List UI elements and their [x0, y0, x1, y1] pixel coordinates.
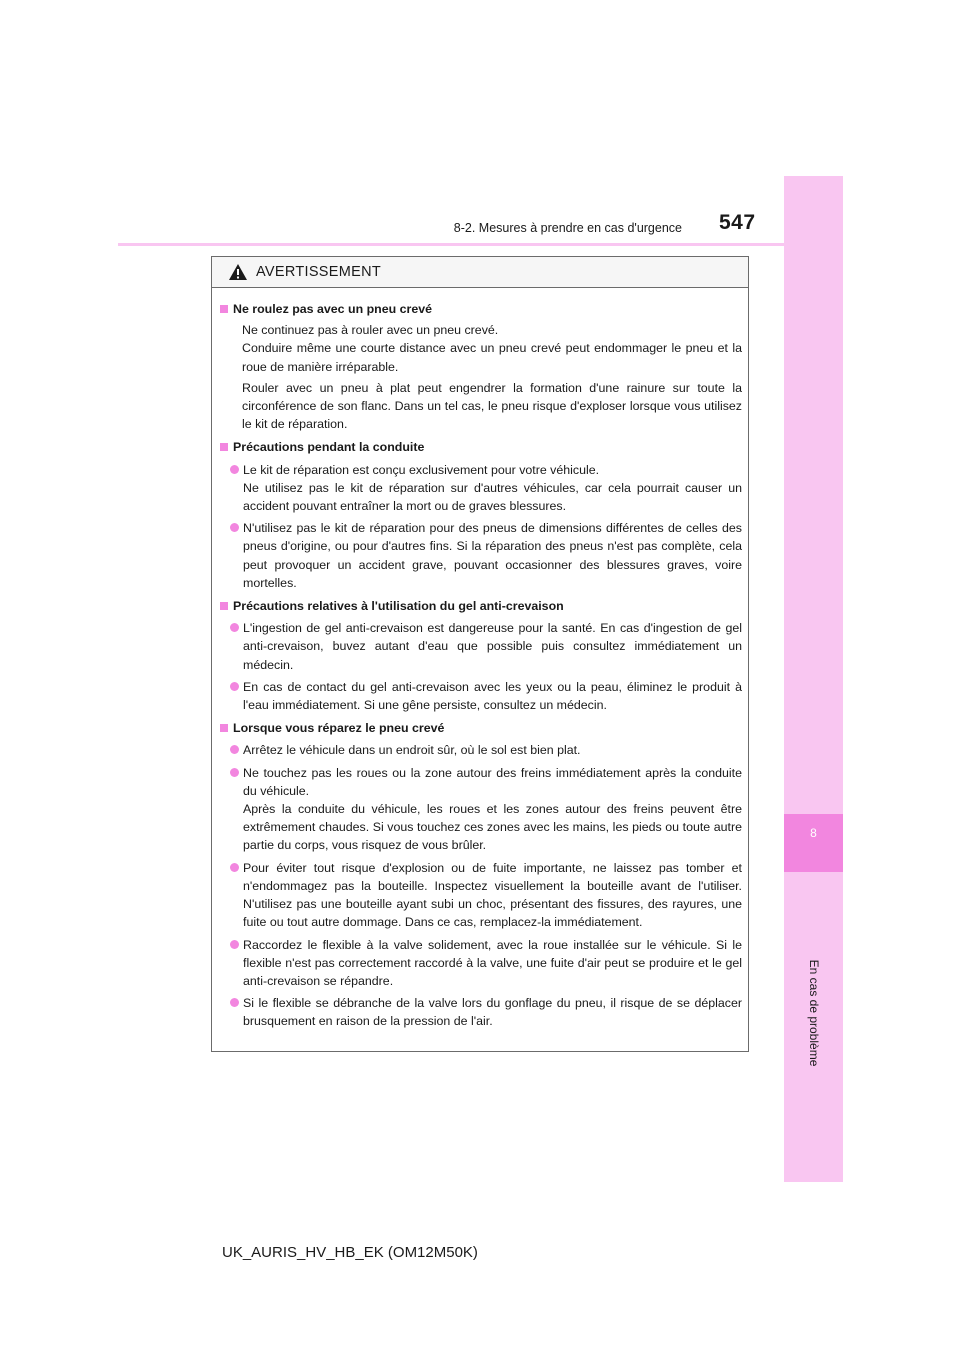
paragraph: Ne continuez pas à rouler avec un pneu crevé. Conduire même une courte distance avec un pneu crevé peut endommager le pneu et la roue de manière irréparable.: [242, 323, 742, 374]
chapter-tab: [784, 814, 843, 872]
list-item: [220, 519, 742, 592]
round-bullet-icon: [230, 623, 239, 632]
square-bullet-icon: [220, 305, 228, 313]
round-bullet-icon: [230, 940, 239, 949]
list-item: [220, 678, 742, 714]
chapter-number: 8: [810, 826, 817, 840]
list-item: [220, 764, 742, 855]
section-title: 8-2. Mesures à prendre en cas d'urgence: [453, 221, 682, 235]
round-bullet-icon: [230, 682, 239, 691]
round-bullet-icon: [230, 863, 239, 872]
warning-triangle-icon: [228, 263, 248, 281]
list-item: [220, 741, 742, 759]
list-item-text: En cas de contact du gel anti-crevaison avec les yeux ou la peau, éliminez le produit à l'eau immédiatement. Si une gêne persiste, consultez un médecin.: [243, 679, 742, 713]
list-item: [220, 859, 742, 932]
round-bullet-icon: [230, 745, 239, 754]
round-bullet-icon: [230, 465, 239, 474]
warning-body: [212, 288, 748, 1031]
warning-header: [212, 257, 748, 288]
section-driving-precautions: [220, 438, 742, 456]
section-repairing-tire: [220, 719, 742, 737]
section-heading: Précautions pendant la conduite: [233, 440, 425, 455]
list-item: [220, 461, 742, 516]
list-item-text: Si le flexible se débranche de la valve lors du gonflage du pneu, il risque de se déplacer brusquement en raison de la pression de l'air.: [243, 996, 742, 1029]
list-item-text: Le kit de réparation est conçu exclusivement pour votre véhicule. Ne utilisez pas le kit de réparation sur d'autres véhicules, car cela pourrait causer un accident pouvant entraîner la mort ou de graves blessures.: [243, 462, 742, 514]
list-item: [220, 936, 742, 991]
warning-title: AVERTISSEMENT: [256, 264, 382, 280]
round-bullet-icon: [230, 768, 239, 777]
section-sealant-precautions: [220, 597, 742, 615]
square-bullet-icon: [220, 724, 228, 732]
list-item-text: L'ingestion de gel anti-crevaison est dangereuse pour la santé. En cas d'ingestion de gel anti-crevaison, buvez autant d'eau que possible puis consultez immédiatement un médecin.: [243, 621, 742, 672]
list-item-text: Raccordez le flexible à la valve solidement, avec la roue installée sur le véhicule. Si le flexible n'est pas correctement raccordé à la valve, une fuite d'air peut se produire et le gel anti-crevaison se répandre.: [243, 937, 742, 988]
paragraph: Rouler avec un pneu à plat peut engendrer la formation d'une rainure sur toute la circonférence de son flanc. Dans un tel cas, le pneu risque d'exploser lorsque vous utilisez le kit de réparation.: [242, 380, 742, 432]
round-bullet-icon: [230, 998, 239, 1007]
section-heading: Ne roulez pas avec un pneu crevé: [233, 302, 433, 316]
footer-model-code: UK_AURIS_HV_HB_EK (OM12M50K): [222, 1244, 478, 1261]
list-item-text: Arrêtez le véhicule dans un endroit sûr, où le sol est bien plat.: [243, 743, 581, 758]
chapter-label: En cas de problème: [807, 959, 821, 1067]
round-bullet-icon: [230, 523, 239, 532]
list-item-text: Ne touchez pas les roues ou la zone autour des freins immédiatement après la conduite du véhicule. Après la conduite du véhicule, les roues et les zones autour des freins peuvent être extrêmement chaudes. Si vous touchez ces zones avec les mains, les pieds ou toute autre partie du corps, vous risquez de vous brûler.: [243, 765, 742, 853]
list-item: [220, 619, 742, 674]
section-heading: Lorsque vous réparez le pneu crevé: [233, 721, 445, 736]
header-rule: [118, 243, 784, 246]
list-item-text: Pour éviter tout risque d'explosion ou de fuite importante, ne laissez pas tomber et n'endommagez pas la bouteille. Inspectez visuellement la bouteille avant de l'utiliser. N'utilisez pas une bouteille ayant subi un choc, présentant des fissures, des rayures, une fuite ou tout autre dommage. Dans ce cas, remplacez-la immédiatement.: [243, 860, 742, 930]
square-bullet-icon: [220, 443, 228, 451]
square-bullet-icon: [220, 602, 228, 610]
list-item: [220, 994, 742, 1030]
page-number: 547: [719, 211, 756, 234]
section-flat-tire: [220, 300, 742, 318]
section-heading: Précautions relatives à l'utilisation du gel anti-crevaison: [233, 599, 564, 614]
warning-box: [211, 256, 749, 1052]
list-item-text: N'utilisez pas le kit de réparation pour des pneus de dimensions différentes de celles des pneus d'origine, ou pour d'autres fins. Si la réparation des pneus n'est pas complète, cela peut provoquer un accident grave, pouvant occasionner des blessures graves, voire mortelles.: [243, 521, 742, 590]
